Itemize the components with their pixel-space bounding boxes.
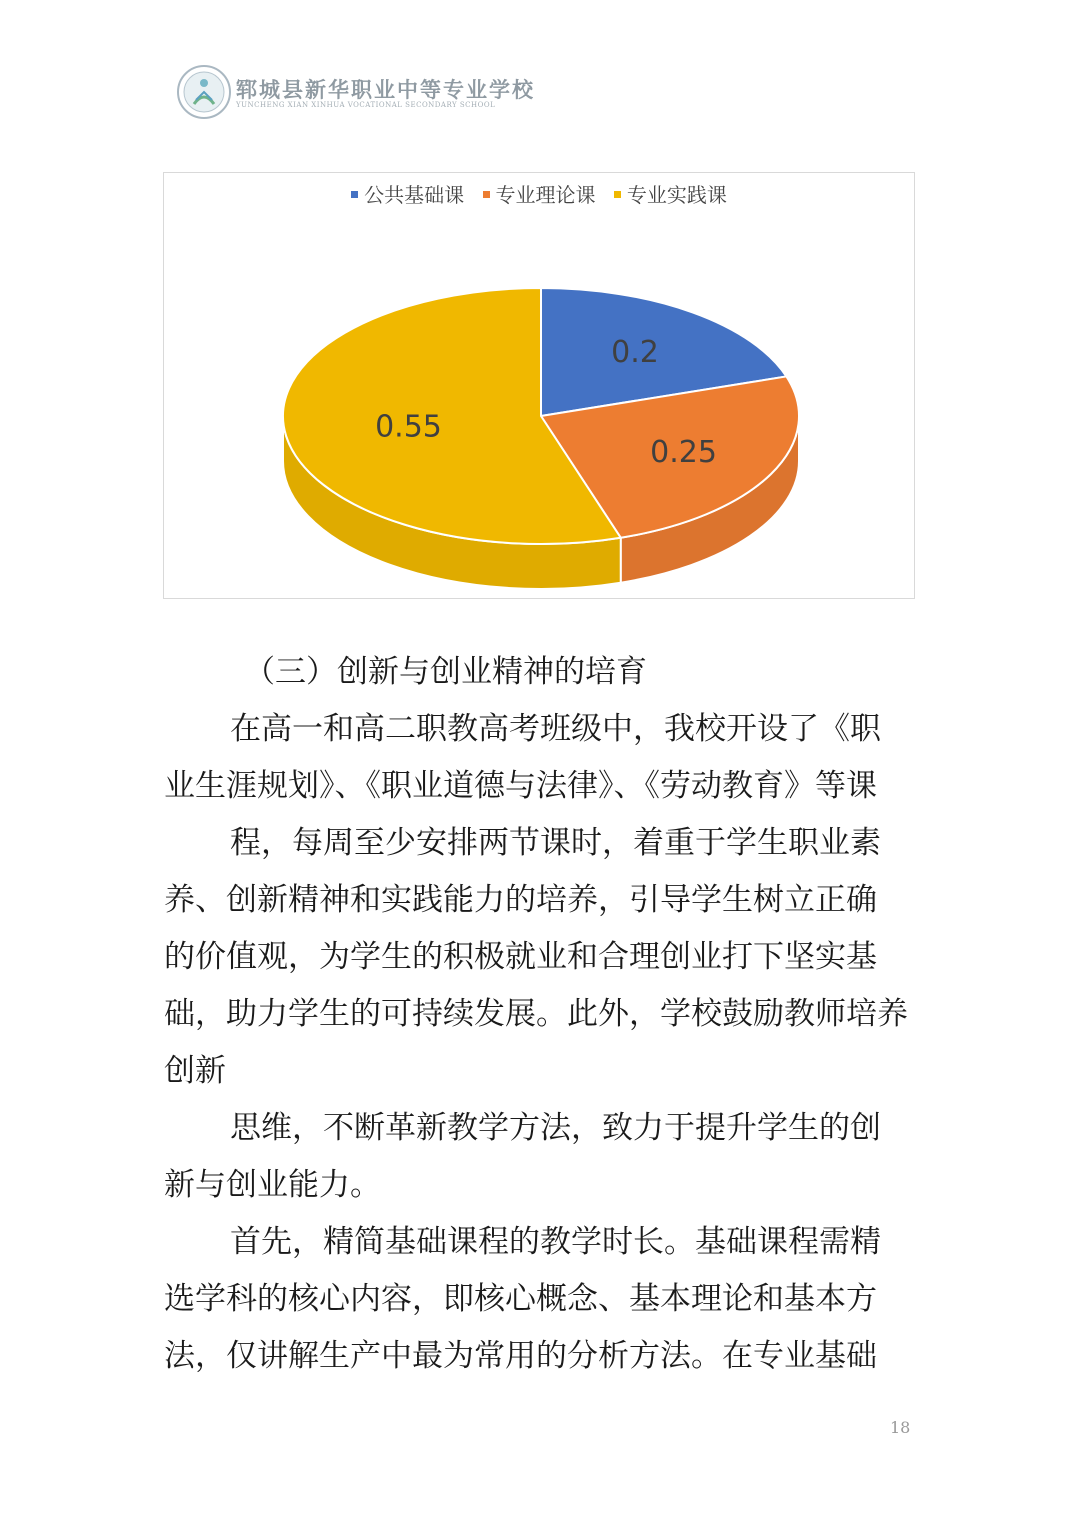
paragraph-line: 思维，不断革新教学方法，致力于提升学生的创	[230, 1110, 881, 1146]
paragraph-line: 创新	[164, 1053, 226, 1089]
paragraph-line: 础，助力学生的可持续发展。此外，学校鼓励教师培养	[164, 996, 908, 1032]
legend-label-0: 公共基础课	[364, 183, 465, 207]
school-logo-icon	[176, 64, 232, 120]
pie-data-label-0: 0.2	[611, 334, 659, 370]
page-number: 18	[890, 1418, 911, 1437]
paragraph-line: 在高一和高二职教高考班级中，我校开设了《职	[230, 711, 881, 747]
section-heading: （三）创新与创业精神的培育	[244, 654, 647, 690]
pie-plot-area	[164, 173, 914, 598]
paragraph-line: 的价值观，为学生的积极就业和合理创业打下坚实基	[164, 939, 877, 975]
paragraph-line: 业生涯规划》、《职业道德与法律》、《劳动教育》等课	[164, 768, 877, 804]
pie-slices	[283, 288, 799, 544]
pie-data-label-1: 0.25	[650, 435, 717, 471]
paragraph-line: 新与创业能力。	[164, 1167, 381, 1203]
legend-label-2: 专业实践课	[626, 183, 727, 207]
pie-chart	[163, 172, 915, 599]
school-header	[176, 64, 535, 120]
paragraph-line: 法，仅讲解生产中最为常用的分析方法。在专业基础	[164, 1338, 877, 1374]
paragraph-line: 养、创新精神和实践能力的培养，引导学生树立正确	[164, 882, 877, 918]
school-name-english: YUNCHENG XIAN XINHUA VOCATIONAL SECONDARY SCHOOL	[236, 101, 496, 109]
legend-label-1: 专业理论课	[495, 183, 596, 207]
paragraph-line: 首先，精简基础课程的教学时长。基础课程需精	[230, 1224, 881, 1260]
school-name: 郓城县新华职业中等专业学校	[236, 77, 535, 102]
paragraph-line: 程，每周至少安排两节课时，着重于学生职业素	[230, 825, 881, 861]
pie-data-label-2: 0.55	[375, 409, 442, 445]
paragraph-line: 选学科的核心内容，即核心概念、基本理论和基本方	[164, 1281, 877, 1317]
